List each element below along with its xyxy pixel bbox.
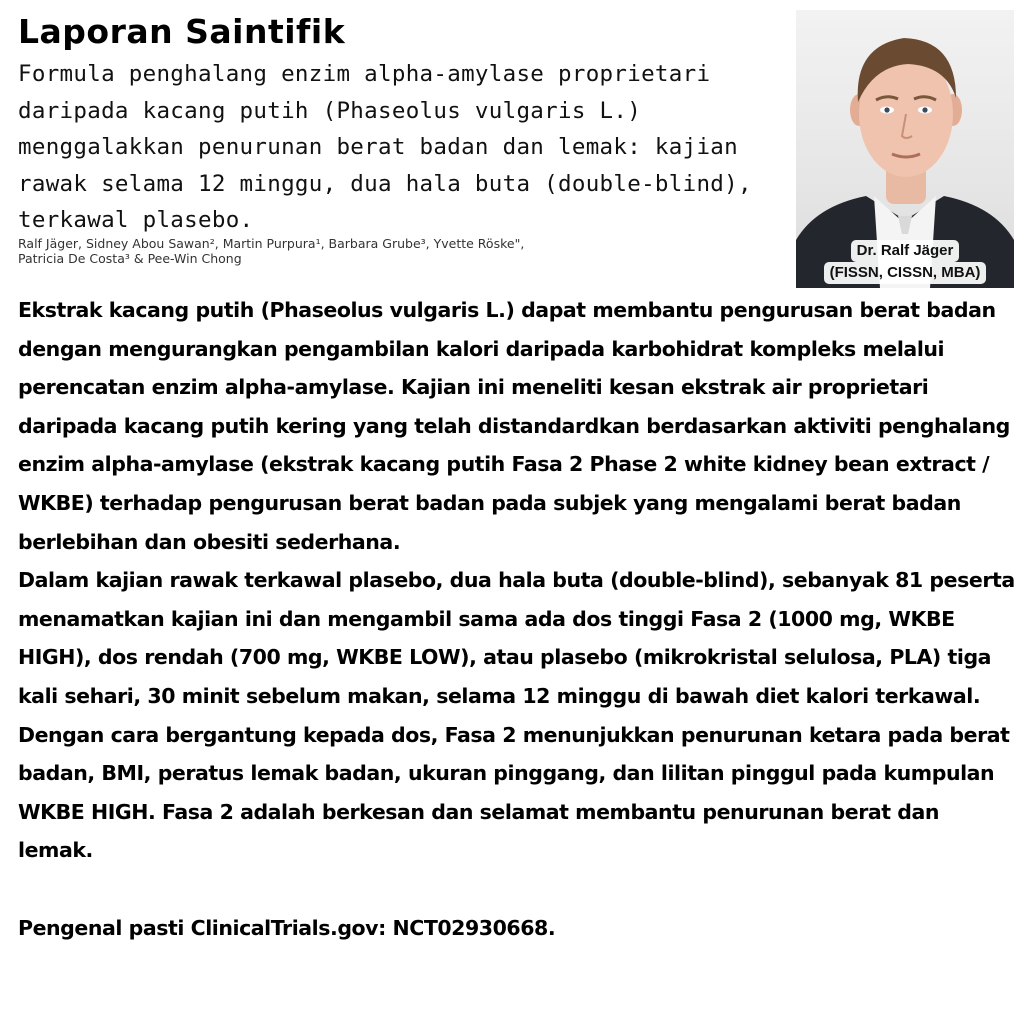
abstract-paragraph: Dalam kajian rawak terkawal plasebo, dua hala buta (double-blind), sebanyak 81 peserta menamatkan kajian ini dan mengambil sama ada dos tinggi Fasa 2 (1000 mg, WKBE HIGH), dos rendah (700 mg, WKBE LOW), atau plasebo (mikrokristal selulosa, PLA) tiga kali sehari, 30 minit sebelum makan, selama 12 minggu di bawah diet kalori terkawal. (18, 568, 1015, 708)
abstract-body (18, 291, 1018, 947)
author-line: Patricia De Costa³ & Pee-Win Chong (18, 251, 242, 266)
paper-title: Formula penghalang enzim alpha-amylase proprietari daripada kacang putih (Phaseolus vulgaris L.) menggalakkan penurunan berat badan dan lemak: kajian rawak selama 12 minggu, dua hala buta (double-blind), terkawal plasebo. (18, 61, 752, 233)
portrait-credentials: (FISSN, CISSN, MBA) (824, 262, 987, 284)
author-list (18, 236, 718, 266)
abstract-paragraph: Dengan cara bergantung kepada dos, Fasa 2 menunjukkan penurunan ketara pada berat badan, BMI, peratus lemak badan, ukuran pinggang, dan lilitan pinggul pada kumpulan WKBE HIGH. Fasa 2 adalah berkesan dan selamat membantu penurunan berat dan lemak. (18, 722, 1010, 863)
abstract-paragraph: Ekstrak kacang putih (Phaseolus vulgaris L.) dapat membantu pengurusan berat badan dengan mengurangkan pengambilan kalori daripada karbohidrat kompleks melalui perencatan enzim alpha-amylase. Kajian ini meneliti kesan ekstrak air proprietari daripada kacang putih kering yang telah distandardkan berdasarkan aktiviti penghalang enzim alpha-amylase (ekstrak kacang putih Fasa 2 Phase 2 white kidney bean extract / WKBE) terhadap pengurusan berat badan pada subjek yang mengalami berat badan berlebihan dan obesiti sederhana. (18, 298, 1010, 554)
author-portrait (796, 10, 1014, 288)
portrait-name: Dr. Ralf Jäger (851, 240, 960, 262)
page-title: Laporan Saintifik (18, 12, 346, 51)
trial-identifier: Pengenal pasti ClinicalTrials.gov: NCT02930668. (18, 915, 556, 940)
portrait-caption (796, 240, 1014, 284)
author-line: Ralf Jäger, Sidney Abou Sawan², Martin Purpura¹, Barbara Grube³, Yvette Röske", (18, 236, 525, 251)
spacer (18, 870, 1018, 909)
